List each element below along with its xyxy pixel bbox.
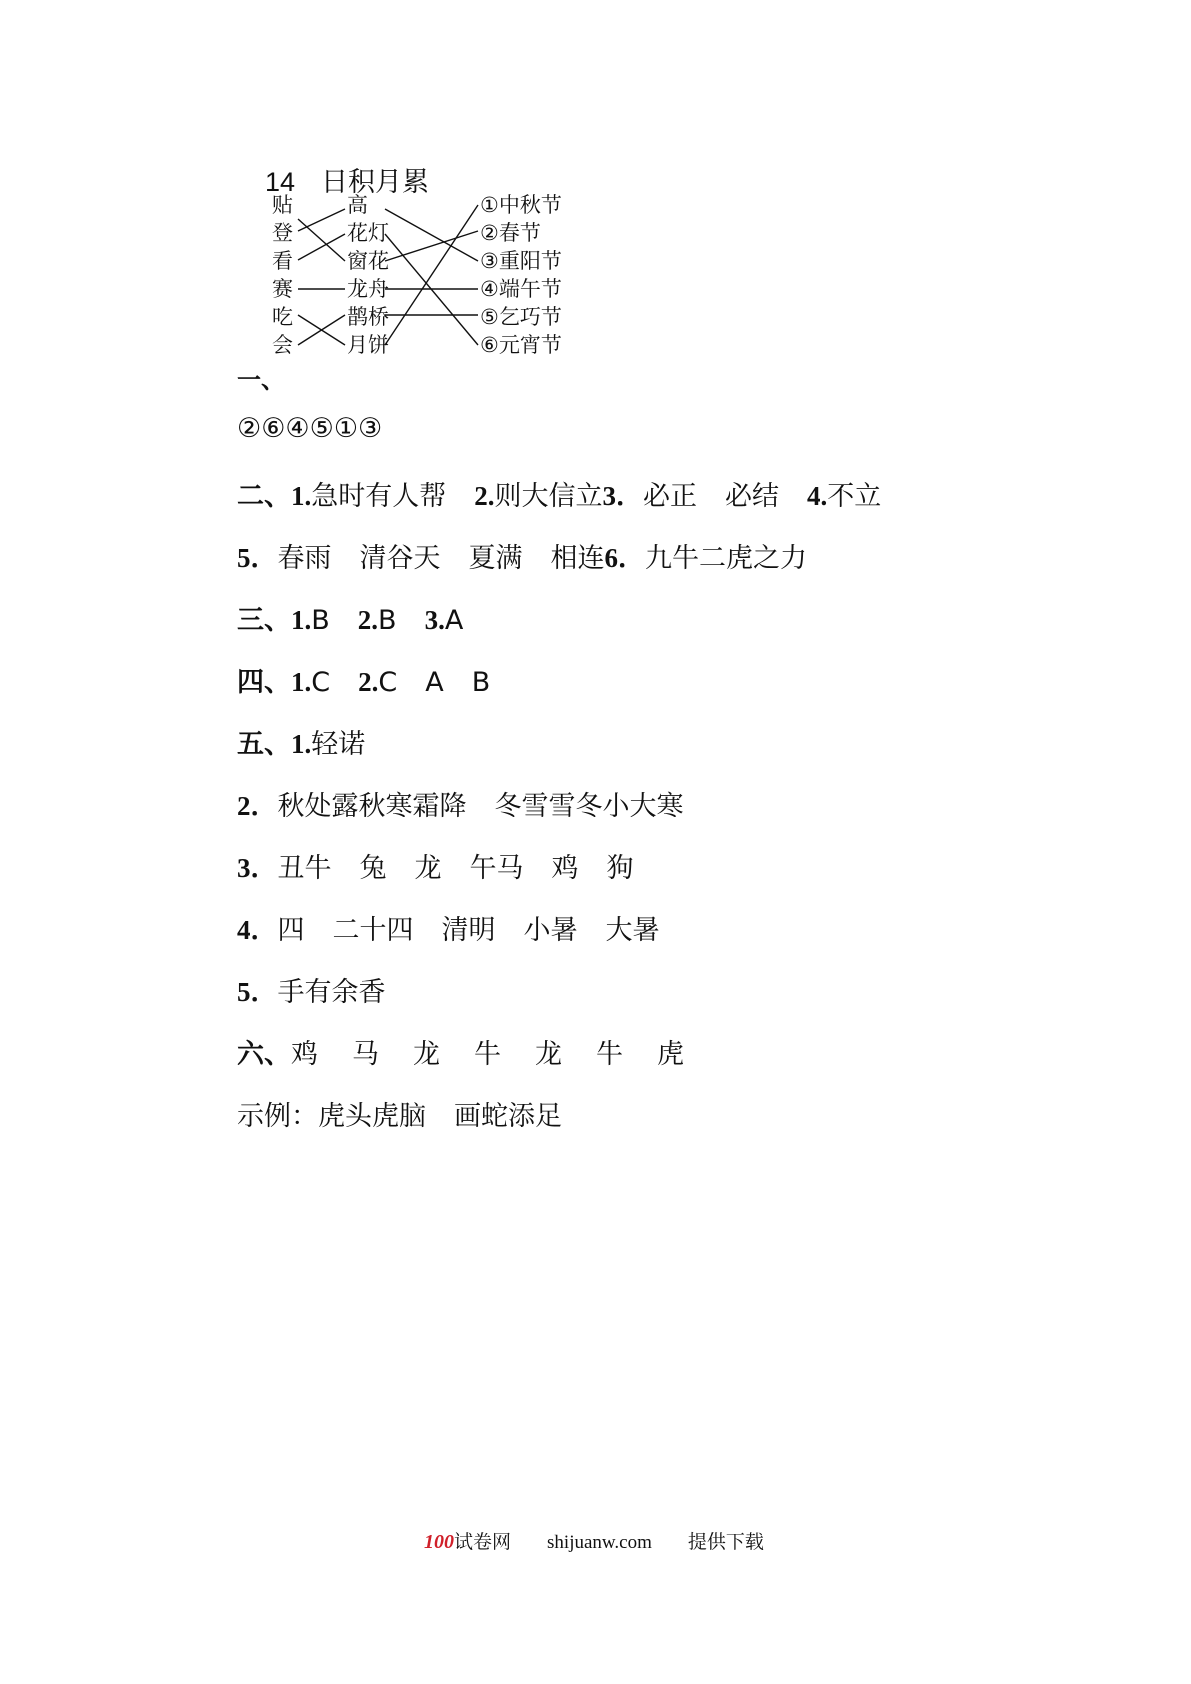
section-1-order-answer [237,413,382,444]
link-tie-window [298,219,345,261]
matching-diagram [235,193,605,398]
section-2-line-2: 5．春雨 清谷天 夏满 相连6．九牛二虎之力 [237,543,807,574]
mid-item-1: 高 [347,193,368,217]
title-name: 日积月累 [321,167,430,198]
mid-item-6: 月饼 [347,333,389,357]
title-number: 14 [265,167,296,197]
left-item-2: 登 [272,221,293,245]
section-2-line-1: 二、1.急时有人帮 2.则大信立3．必正 必结 4.不立 [237,481,882,512]
site-logo: 100 [424,1531,454,1553]
mid-item-3: 窗花 [347,249,389,273]
section-5-line-4: 4．四 二十四 清明 小暑 大暑 [237,915,660,946]
mid-item-5: 鹊桥 [347,305,389,329]
right-item-5: ⑤乞巧节 [480,305,562,329]
section-1-label: 一、 [237,365,285,394]
section-5-line-5: 5．手有余香 [237,977,386,1008]
site-url[interactable]: shijuanw.com [547,1532,652,1553]
link-watch-lantern [298,234,345,260]
right-item-2: ②春节 [480,221,541,245]
section-3-line: 三、1.B 2.B 3.A [237,605,464,636]
left-item-5: 吃 [272,305,293,329]
link-cake-midautumn [385,205,478,345]
mid-item-2: 花灯 [347,221,389,245]
link-climb-high [298,209,345,231]
section-4-line: 四、1.C 2.C A B [237,667,491,698]
section-5-line-3: 3．丑牛 兔 龙 午马 鸡 狗 [237,853,634,884]
footer [424,1527,764,1554]
right-item-1: ①中秋节 [480,193,562,217]
order-answer: ②⑥④⑤①③ [237,413,383,444]
right-item-6: ⑥元宵节 [480,333,562,357]
download-note: 提供下载 [687,1532,764,1553]
right-item-4: ④端午节 [480,277,562,301]
mid-item-4: 龙舟 [347,277,389,301]
left-item-3: 看 [272,249,293,273]
left-item-4: 赛 [272,277,293,301]
left-item-6: 会 [272,333,293,357]
site-name: 试卷网 [454,1532,512,1553]
section-6-example: 示例：虎头虎脑 画蛇添足 [237,1101,562,1132]
right-item-3: ③重阳节 [480,249,562,273]
section-5-line-2: 2．秋处露秋寒霜降 冬雪雪冬小大寒 [237,791,684,822]
section-5-line-1: 五、1.轻诺 [237,729,366,760]
left-item-1: 贴 [272,193,293,217]
section-6-line: 六、鸡 马 龙 牛 龙 牛 虎 [237,1039,684,1070]
